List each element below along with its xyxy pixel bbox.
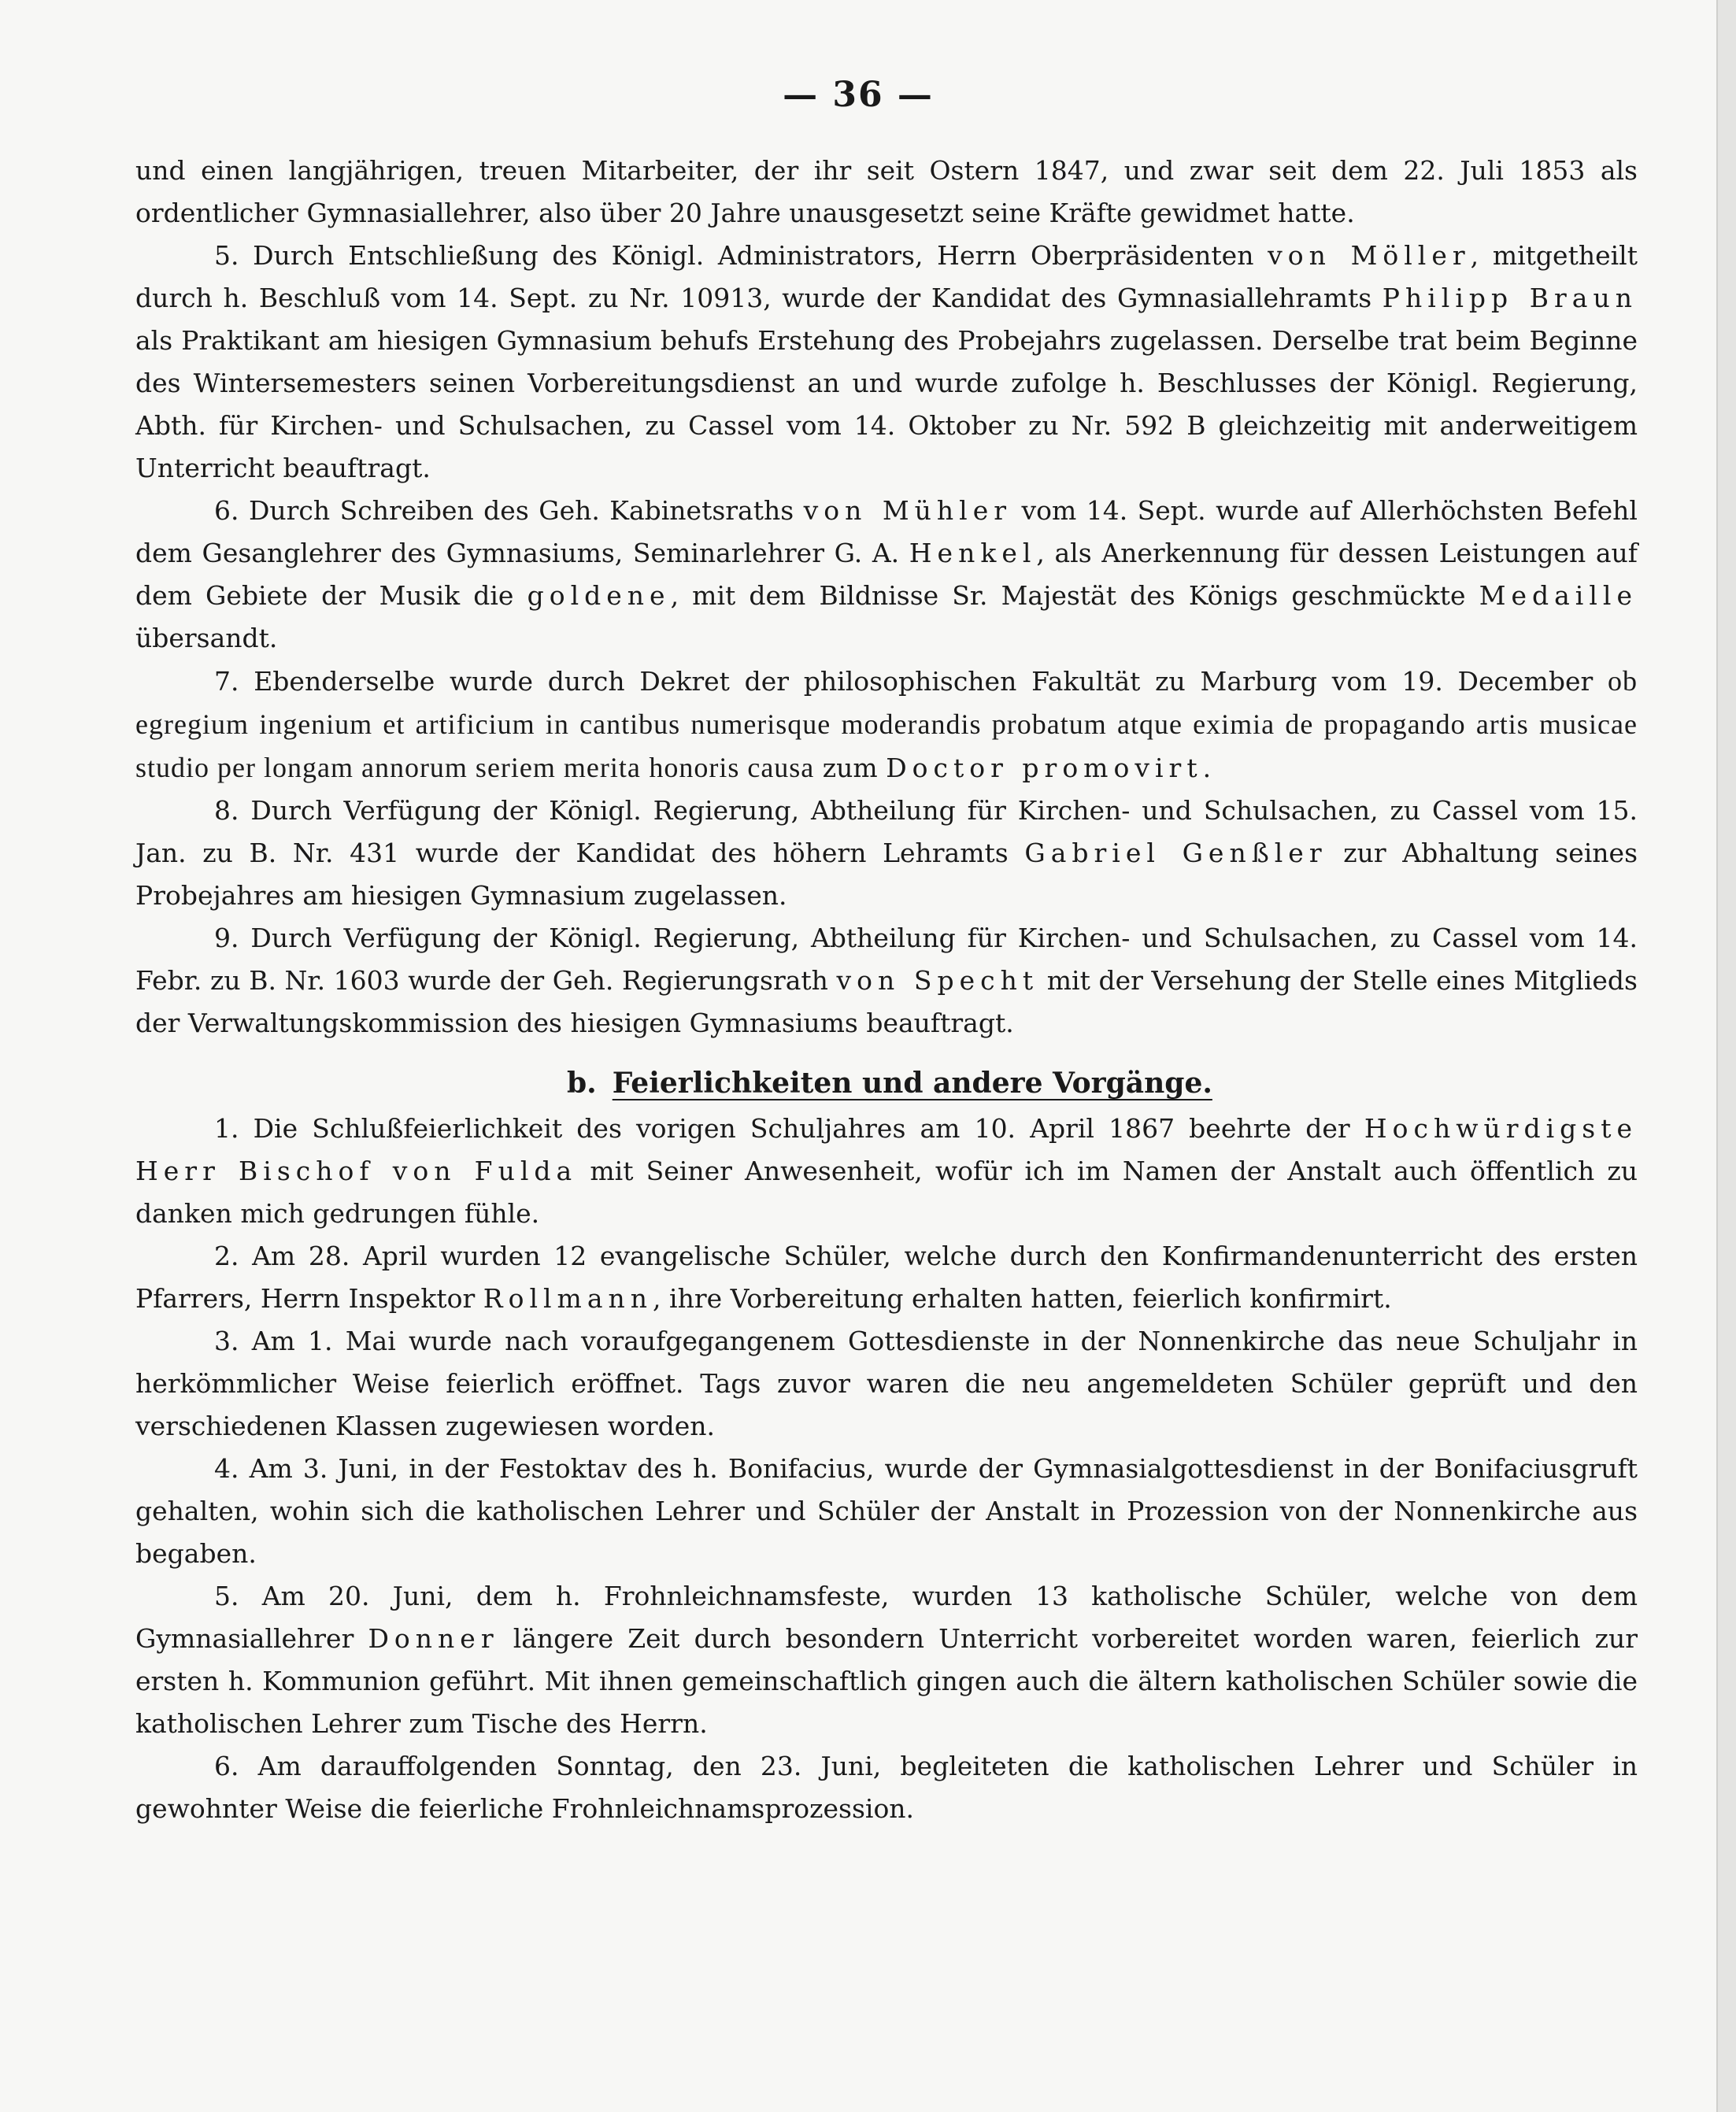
spaced-name: von Specht <box>836 965 1039 996</box>
spaced-name: von Mühler <box>803 495 1012 526</box>
paragraph-9: 9. Durch Verfügung der Königl. Regierung, Abtheilung für Kirchen- und Schulsachen, zu Cassel vom 14. Febr. zu B. Nr. 1603 wurde der Geh. Regierungsrath von Specht mit der Versehung der Stelle eines Mitglieds der Verwaltungskommission des hiesigen Gymnasiums beauftragt. <box>135 923 1638 1038</box>
spaced-name: Rollmann <box>483 1283 653 1314</box>
event-5: 5. Am 20. Juni, dem h. Frohnleichnamsfeste, wurden 13 katholische Schüler, welche von dem Gymnasiallehrer Donner längere Zeit durch besondern Unterricht vorbereitet worden waren, feierlich zur ersten h. Kommunion geführt. Mit ihnen gemeinschaftlich gingen auch die ältern katholischen Schüler sowie die katholischen Lehrer zum Tische des Herrn. <box>135 1581 1638 1739</box>
event-3: 3. Am 1. Mai wurde nach voraufgegangenem Gottesdienste in der Nonnenkirche das neue Schuljahr in herkömmlicher Weise feierlich eröffnet. Tags zuvor waren die neu angemeldeten Schüler geprüft und den verschiedenen Klassen zugewiesen worden. <box>135 1326 1638 1441</box>
paragraph-intro: und einen langjährigen, treuen Mitarbeiter, der ihr seit Ostern 1847, und zwar seit dem 22. Juli 1853 als ordentlicher Gymnasiallehrer, also über 20 Jahre unausgesetzt seine Kräfte gewidmet hatte. <box>135 155 1638 228</box>
event-4: 4. Am 3. Juni, in der Festoktav des h. Bonifacius, wurde der Gymnasialgottesdienst in der Bonifaciusgruft gehalten, wohin sich die katholischen Lehrer und Schüler der Anstalt in Prozession von der Nonnenkirche aus begaben. <box>135 1453 1638 1569</box>
spaced-word: honoris causa <box>649 752 815 783</box>
paragraph-8: 8. Durch Verfügung der Königl. Regierung, Abtheilung für Kirchen- und Schulsachen, zu Cassel vom 15. Jan. zu B. Nr. 431 wurde der Kandidat des höhern Lehramts Gabriel Genßler zur Abhaltung seines Probejahres am hiesigen Gymnasium zugelassen. <box>135 795 1638 911</box>
spaced-word: goldene <box>527 580 671 611</box>
paragraph-7: 7. Ebenderselbe wurde durch Dekret der philosophischen Fakultät zu Marburg vom 19. December ob egregium ingenium et artificium in cantibus numerisque moderandis probatum atque eximia de propagando artis musicae studio per longam annorum seriem merita honoris causa zum Doctor promovirt. <box>135 665 1638 783</box>
spaced-word: Doctor promovirt <box>886 753 1203 783</box>
event-2: 2. Am 28. April wurden 12 evangelische Schüler, welche durch den Konfirmandenunterricht des ersten Pfarrers, Herrn Inspektor Rollmann, ihre Vorbereitung erhalten hatten, feierlich konfirmirt. <box>135 1241 1638 1314</box>
section-heading <box>135 1062 1638 1104</box>
spaced-name: Philipp Braun <box>1382 283 1638 313</box>
spaced-name: Donner <box>368 1623 499 1654</box>
page-edge <box>1716 0 1736 2112</box>
spaced-word: Medaille <box>1479 580 1638 611</box>
paragraph-6: 6. Durch Schreiben des Geh. Kabinetsraths von Mühler vom 14. Sept. wurde auf Allerhöchsten Befehl dem Gesanglehrer des Gymnasiums, Seminarlehrer G. A. Henkel, als Anerkennung für dessen Leistungen auf dem Gebiete der Musik die goldene, mit dem Bildnisse Sr. Majestät des Königs geschmückte Medaille übersandt. <box>135 495 1638 653</box>
section-title: Feierlichkeiten und andere Vorgänge. <box>612 1067 1212 1100</box>
spaced-name: Henkel <box>909 538 1037 568</box>
spaced-name: von Möller <box>1268 240 1471 271</box>
page-number: — 36 — <box>783 75 934 115</box>
body-text <box>135 150 1638 1830</box>
spaced-name: Hochwürdigste Herr Bischof von Fulda <box>135 1113 1638 1186</box>
latin-citation: ob egregium ingenium et artificium in cantibus numerisque moderandis probatum atque eximia de propagando artis musicae studio per longam annorum seriem merita <box>135 665 1638 783</box>
spaced-name: Gabriel Genßler <box>1024 838 1327 868</box>
paragraph-5: 5. Durch Entschließung des Königl. Administrators, Herrn Oberpräsidenten von Möller, mitgetheilt durch h. Beschluß vom 14. Sept. zu Nr. 10913, wurde der Kandidat des Gymnasiallehramts Philipp Braun als Praktikant am hiesigen Gymnasium behufs Erstehung des Probejahrs zugelassen. Derselbe trat beim Beginne des Wintersemesters seinen Vorbereitungsdienst an und wurde zufolge h. Beschlusses der Königl. Regierung, Abth. für Kirchen- und Schulsachen, zu Cassel vom 14. Oktober zu Nr. 592 B gleichzeitig mit anderweitigem Unterricht beauftragt. <box>135 240 1638 483</box>
event-1: 1. Die Schlußfeierlichkeit des vorigen Schuljahres am 10. April 1867 beehrte der Hochwürdigste Herr Bischof von Fulda mit Seiner Anwesenheit, wofür ich im Namen der Anstalt auch öffentlich zu danken mich gedrungen fühle. <box>135 1113 1638 1229</box>
section-label: b. <box>567 1067 597 1100</box>
event-6: 6. Am darauffolgenden Sonntag, den 23. Juni, begleiteten die katholischen Lehrer und Schüler in gewohnter Weise die feierliche Frohnleichnamsprozession. <box>135 1751 1638 1824</box>
